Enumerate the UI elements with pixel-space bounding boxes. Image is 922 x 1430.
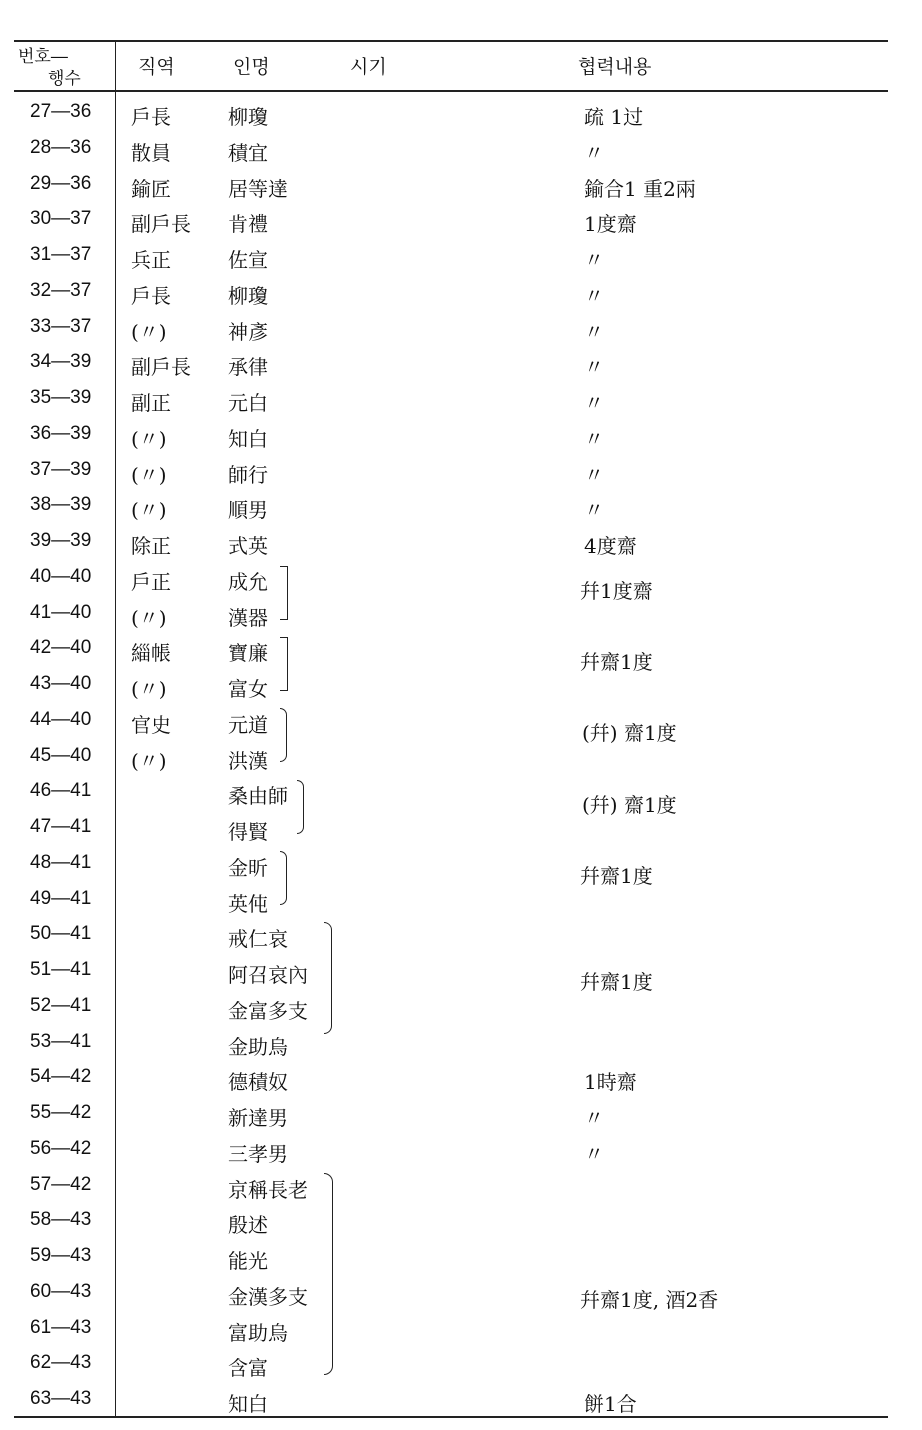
header-job-label: 직역 [138,56,175,78]
row-job: (〃) [131,677,167,701]
group-bracket [280,566,288,620]
row-number: 50―41 [30,923,92,945]
table-row [0,1241,922,1277]
table-row [0,276,922,312]
row-name: 新達男 [228,1106,288,1130]
row-cooperation: 〃 [584,426,604,451]
row-number: 43―40 [30,673,92,694]
row-number: 53―41 [30,1030,92,1052]
row-name: 漢器 [228,605,268,630]
row-name: 金富多支 [228,998,308,1023]
table-top-rule [14,40,888,42]
table-row [0,1098,922,1134]
row-number: 58―43 [30,1209,92,1231]
row-number: 38―39 [30,494,92,516]
row-number: 30―37 [30,208,92,230]
table-row [0,312,922,348]
row-job: 兵正 [131,248,171,272]
header-number-label: 번호― [18,47,68,67]
table-row [0,526,922,562]
table-row [0,955,922,991]
table-row [0,812,922,848]
group-bracket [280,851,287,905]
row-name: 金昕 [228,855,268,880]
row-name: 桑由師 [228,784,288,809]
table-row [0,169,922,205]
table-row [0,1062,922,1098]
header-name-label: 인명 [233,56,270,78]
row-name: 德積奴 [228,1070,288,1095]
row-number: 27―36 [30,101,92,122]
row-name: 柳瓊 [228,283,268,308]
table-row [0,884,922,920]
row-name: 承律 [228,355,268,380]
row-job: 除正 [131,534,171,558]
row-name: 肯禮 [228,212,268,237]
row-name: 英伅 [228,891,268,916]
row-cooperation: 4度齋 [584,534,637,558]
row-cooperation: 〃 [584,462,604,487]
row-job: (〃) [131,319,167,344]
row-job: 副戶長 [131,355,191,380]
row-number: 56―42 [30,1137,92,1159]
row-number: 32―37 [30,279,92,301]
row-number: 44―40 [30,708,92,730]
row-cooperation: 1度齋 [584,212,637,237]
row-name: 金助烏 [228,1034,288,1059]
row-cooperation: 〃 [584,319,604,344]
header-time-label: 시기 [350,56,387,78]
table-row [0,383,922,419]
row-number: 55―42 [30,1102,92,1123]
table-row [0,133,922,169]
row-number: 34―39 [30,351,92,373]
row-job: 散員 [131,140,171,165]
row-name: 三孝男 [228,1141,288,1166]
row-name: 元白 [228,391,268,415]
row-job: (〃) [131,462,167,487]
row-cooperation: 1時齋 [584,1070,637,1095]
row-number: 59―43 [30,1245,92,1266]
row-cooperation: 〃 [584,355,604,380]
row-number: 42―40 [30,637,92,659]
table-row [0,1205,922,1241]
group-cooperation-text: 幷齋1度 [580,970,653,994]
row-name: 戒仁哀 [228,927,288,952]
row-name: 居等達 [228,176,288,201]
row-job: 緇帳 [131,641,171,666]
row-job: 戶長 [131,105,171,129]
row-number: 41―40 [30,601,92,623]
table-body [0,97,922,1420]
table-row [0,347,922,383]
table-row [0,598,922,634]
header-bottom-rule [14,90,888,92]
row-name: 神彥 [228,319,268,344]
row-number: 39―39 [30,530,92,551]
row-name: 柳瓊 [228,105,268,129]
row-cooperation: 餅1合 [584,1392,637,1416]
row-cooperation: 〃 [584,498,604,523]
row-job: 戶長 [131,283,171,308]
row-cooperation: 〃 [584,391,604,415]
group-cooperation-text: 幷齋1度, 酒2香 [580,1288,719,1312]
row-name: 順男 [228,498,268,523]
row-cooperation: 疏 1过 [584,105,644,129]
table-row [0,1348,922,1384]
row-number: 62―43 [30,1352,92,1374]
table-row [0,97,922,133]
table-row [0,419,922,455]
group-bracket [324,922,332,1034]
row-cooperation: 〃 [584,283,604,308]
row-number: 45―40 [30,744,92,766]
row-cooperation: 〃 [584,1106,604,1130]
row-name: 富助烏 [228,1320,288,1345]
row-name: 得賢 [228,820,268,844]
row-cooperation: 〃 [584,140,604,165]
row-job: 官史 [131,712,171,737]
row-number: 54―42 [30,1066,92,1088]
row-job: 鍮匠 [131,176,171,201]
row-number: 52―41 [30,994,92,1016]
row-number: 29―36 [30,172,92,194]
table-row [0,633,922,669]
row-number: 37―39 [30,458,92,480]
row-number: 31―37 [30,244,92,265]
row-job: (〃) [131,426,167,451]
header-cooperation-label: 협력내용 [578,56,652,78]
row-job: 副戶長 [131,212,191,237]
row-name: 積宜 [228,140,268,165]
table-row [0,741,922,777]
row-number: 51―41 [30,959,92,980]
row-name: 金漢多支 [228,1284,308,1309]
group-bracket [324,1173,333,1375]
table-row [0,1170,922,1206]
row-number: 35―39 [30,387,92,408]
row-name: 知白 [228,1392,268,1416]
group-bracket [280,637,288,691]
group-bracket [280,708,287,762]
row-name: 成允 [228,569,268,594]
group-cooperation-text: 幷齋1度 [580,864,653,888]
row-job: 戶正 [131,569,171,594]
row-name: 佐宣 [228,248,268,272]
table-row [0,669,922,705]
row-cooperation: 〃 [584,248,604,272]
row-name: 元道 [228,712,268,737]
row-number: 63―43 [30,1388,92,1409]
table-row [0,562,922,598]
header-line-count-label: 행수 [48,69,81,89]
row-number: 48―41 [30,851,92,873]
row-number: 33―37 [30,315,92,337]
row-number: 61―43 [30,1316,92,1338]
row-number: 40―40 [30,565,92,587]
table-row [0,776,922,812]
row-name: 洪漢 [228,748,268,773]
table-row [0,1027,922,1063]
row-name: 京稱長老 [228,1177,308,1202]
group-cooperation-text: 幷1度齋 [580,579,653,603]
row-number: 60―43 [30,1280,92,1302]
row-name: 知白 [228,426,268,451]
row-name: 寶廉 [228,641,268,666]
table-row [0,705,922,741]
table-row [0,490,922,526]
group-cooperation-text: (幷) 齋1度 [582,721,677,745]
table-row [0,919,922,955]
row-name: 殷述 [228,1213,268,1238]
table-row [0,1277,922,1313]
table-row [0,240,922,276]
table-row [0,1313,922,1349]
table-row [0,991,922,1027]
table-row [0,204,922,240]
row-job: (〃) [131,748,167,773]
row-number: 36―39 [30,422,92,444]
table-row [0,1384,922,1420]
table-row [0,1134,922,1170]
row-name: 阿召哀內 [228,963,308,987]
table-row [0,848,922,884]
row-cooperation: 〃 [584,1141,604,1166]
group-cooperation-text: (幷) 齋1度 [582,793,677,817]
row-number: 47―41 [30,816,92,837]
row-job: (〃) [131,498,167,523]
row-number: 46―41 [30,780,92,802]
row-name: 式英 [228,534,268,558]
row-number: 49―41 [30,887,92,909]
row-job: (〃) [131,605,167,630]
group-cooperation-text: 幷齋1度 [580,650,653,674]
row-name: 師行 [228,462,268,487]
row-name: 富女 [228,677,268,701]
row-name: 含富 [228,1356,268,1381]
row-number: 57―42 [30,1173,92,1195]
row-number: 28―36 [30,136,92,158]
table-row [0,455,922,491]
group-bracket [297,780,304,834]
row-name: 能光 [228,1249,268,1273]
row-job: 副正 [131,391,171,415]
row-cooperation: 鍮合1 重2兩 [584,176,696,201]
